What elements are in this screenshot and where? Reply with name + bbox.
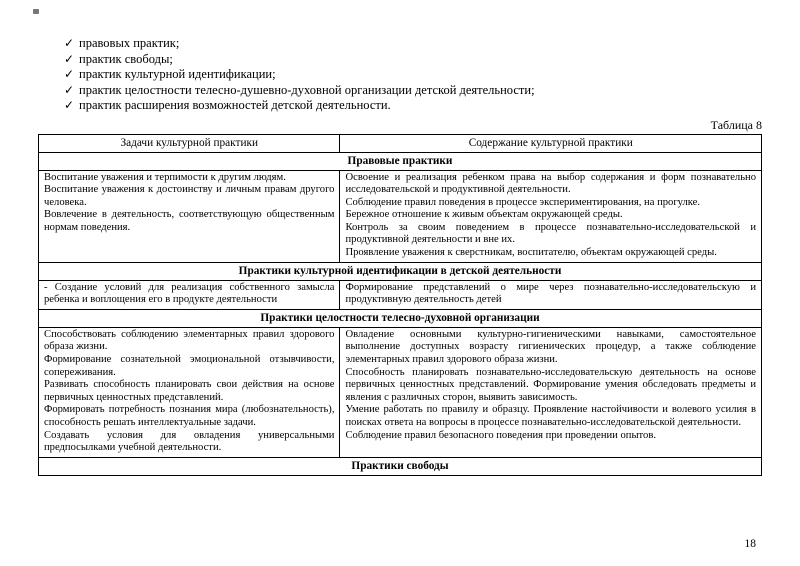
bullet-text: практик культурной идентификации;	[79, 67, 276, 81]
table-cell-right	[340, 327, 762, 457]
section-title: Практики целостности телесно-духовной организации	[39, 309, 762, 327]
table-row	[39, 327, 762, 457]
check-icon: ✓	[64, 51, 75, 66]
check-icon: ✓	[64, 82, 75, 97]
scan-artifact	[33, 9, 39, 14]
paragraph: Овладение основными культурно-гигиеническими навыками, самостоятельное выполнение доступных возрасту гигиенических процедур, а также соблюдение элементарных правил здорового образа жизни.	[345, 328, 756, 366]
bullet-text: практик расширения возможностей детской деятельности.	[79, 98, 391, 112]
paragraph: Формирование представлений о мире через познавательно-исследовательскую и продуктивную деятельность детей	[345, 281, 756, 306]
table-cell-left	[39, 280, 340, 309]
table-cell-left	[39, 170, 340, 262]
table-caption: Таблица 8	[710, 117, 762, 132]
column-header-content: Содержание культурной практики	[340, 134, 762, 152]
section-header-row	[39, 309, 762, 327]
paragraph: Проявление уважения к сверстникам, воспитателю, объектам окружающей среды.	[345, 247, 717, 259]
paragraph: Соблюдение правил поведения в процессе экспериментирования, на прогулке.	[345, 196, 701, 208]
bullet-list	[64, 36, 760, 114]
bullet-text: практик целостности телесно-душевно-духовной организации детской деятельности;	[79, 82, 535, 97]
table-cell-right	[340, 170, 762, 262]
paragraph: Контроль за своим поведением в процессе познавательно-исследовательской и продуктивной деятельности и вне их.	[345, 221, 756, 246]
check-icon: ✓	[64, 98, 75, 112]
paragraph: Развивать способность планировать свои действия на основе первичных ценностных представлений.	[44, 379, 335, 403]
paragraph: Формировать потребность познания мира (любознательность), способность решать интеллектуальные задачи.	[44, 404, 335, 428]
check-icon: ✓	[64, 36, 75, 50]
page-number: 18	[744, 538, 756, 550]
paragraph: Формирование сознательной эмоциональной отзывчивости, сопереживания.	[44, 354, 335, 378]
paragraph: Соблюдение правил безопасного поведения при проведении опытов.	[345, 429, 656, 441]
table-row	[39, 280, 762, 309]
section-header-row	[39, 457, 762, 475]
paragraph: Воспитание уважения и терпимости к другим людям.	[44, 171, 286, 183]
paragraph: Способствовать соблюдению элементарных правил здорового образа жизни.	[44, 328, 335, 353]
list-item	[64, 36, 760, 52]
column-header-tasks: Задачи культурной практики	[39, 134, 340, 152]
bullet-text: практик свободы;	[79, 51, 173, 66]
paragraph: Освоение и реализация ребенком права на выбор содержания и форм познавательно исследовательской и продуктивной деятельности.	[345, 171, 756, 196]
paragraph: Бережное отношение к живым объектам окружающей среды.	[345, 209, 623, 221]
cultural-practices-table	[38, 134, 762, 476]
section-title: Практики свободы	[39, 457, 762, 475]
list-item	[64, 83, 760, 99]
section-title: Практики культурной идентификации в детской деятельности	[39, 262, 762, 280]
table-cell-right	[340, 280, 762, 309]
paragraph: Вовлечение в деятельность, соответствующую общественным нормам поведения.	[44, 209, 335, 233]
paragraph: Воспитание уважения к достоинству и личным правам другого человека.	[44, 184, 335, 208]
paragraph: Создавать условия для овладения универсальными предпосылками учебной деятельности.	[44, 429, 335, 454]
paragraph: Умение работать по правилу и образцу. Проявление настойчивости и волевого усилия в поисках ответа на вопросы в процессе познавательно-исследовательской деятельности.	[345, 404, 756, 428]
section-title: Правовые практики	[39, 152, 762, 170]
bullet-text: правовых практик;	[79, 36, 180, 50]
list-item	[64, 52, 760, 68]
section-header-row	[39, 152, 762, 170]
list-item	[64, 67, 760, 83]
table-cell-left	[39, 327, 340, 457]
paragraph: - Создание условий для реализация собственного замысла ребенка и воплощения его в продукте деятельности	[44, 281, 335, 306]
list-item	[64, 98, 760, 114]
check-icon: ✓	[64, 67, 75, 81]
paragraph: Способность планировать познавательно-исследовательскую деятельность на основе первичных ценностных представлений. Формирование умения обследовать предметы и явления с различных сторон, выявить зависимость.	[345, 366, 756, 403]
table-header-row	[39, 134, 762, 152]
section-header-row	[39, 262, 762, 280]
table-row	[39, 170, 762, 262]
